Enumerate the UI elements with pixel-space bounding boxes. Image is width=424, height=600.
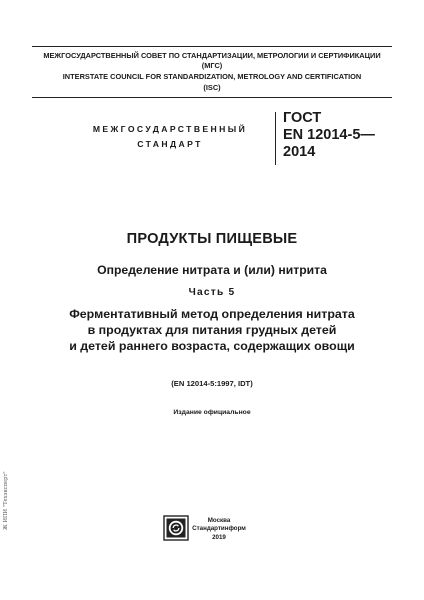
council-abbr-ru: (МГС) (201, 61, 223, 71)
vertical-divider (275, 112, 276, 165)
standard-type-line2: СТАНДАРТ (137, 139, 203, 149)
method-title-line1: Ферментативный метод определения нитрата (69, 307, 355, 321)
council-name-en: INTERSTATE COUNCIL FOR STANDARDIZATION, METROLOGY AND CERTIFICATION (62, 72, 362, 82)
standard-designation (283, 110, 375, 161)
standard-type-label (80, 122, 260, 152)
standartinform-logo-icon (163, 515, 189, 541)
council-name-ru: МЕЖГОСУДАРСТВЕННЫЙ СОВЕТ ПО СТАНДАРТИЗАЦИИ, МЕТРОЛОГИИ И СЕРТИФИКАЦИИ (43, 51, 381, 60)
council-header (32, 46, 392, 98)
en-reference: (EN 12014-5:1997, IDT) (171, 379, 253, 388)
standard-type-line1: МЕЖГОСУДАРСТВЕННЫЙ (92, 124, 248, 134)
method-title (0, 306, 424, 354)
document-subtitle: Определение нитрата и (или) нитрита (97, 263, 327, 277)
side-watermark-note: Ж ИПИ "Техэксперт" (3, 471, 9, 530)
publisher-year: 2019 (212, 533, 226, 541)
designation-line2: EN 12014-5— (283, 127, 375, 143)
designation-line1: ГОСТ (283, 110, 322, 126)
edition-label: Издание официальное (173, 409, 251, 416)
publisher-name: Стандартинформ (192, 525, 246, 533)
method-title-line2: в продуктах для питания грудных детей (87, 323, 337, 337)
method-title-line3: и детей раннего возраста, содержащих овощи (69, 339, 355, 353)
designation-line3: 2014 (283, 144, 316, 160)
document-part: Часть 5 (188, 287, 236, 298)
document-title: ПРОДУКТЫ ПИЩЕВЫЕ (126, 231, 298, 247)
publisher-city: Москва (207, 517, 231, 524)
publisher-block (192, 517, 246, 542)
council-abbr-en: (ISC) (203, 82, 221, 92)
